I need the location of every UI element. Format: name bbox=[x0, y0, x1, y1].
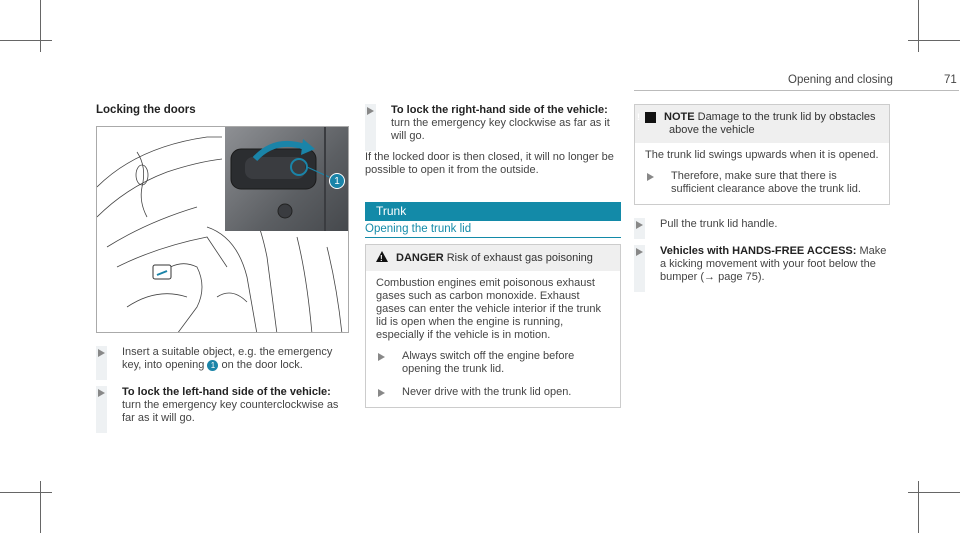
header-rule bbox=[634, 90, 959, 91]
bullet-arrow-icon bbox=[636, 248, 643, 256]
step-lock-right: To lock the right-hand side of the vehicle: turn the emergency key clockwise as far as it will go. bbox=[365, 104, 621, 143]
subsection-rule bbox=[365, 237, 621, 238]
notice-icon: ! bbox=[645, 112, 656, 123]
locked-door-paragraph: If the locked door is then closed, it will no longer be possible to open it from the outside. bbox=[365, 151, 614, 176]
crop-mark bbox=[40, 481, 41, 533]
running-header: Opening and closing bbox=[788, 74, 893, 86]
section-trunk: Trunk bbox=[365, 202, 621, 221]
page-reference-link[interactable]: → page 75 bbox=[704, 271, 758, 283]
note-body: The trunk lid swings upwards when it is opened. Therefore, make sure that there is sufficient clearance above the trunk lid. bbox=[635, 143, 889, 204]
heading-locking-doors: Locking the doors bbox=[96, 104, 196, 116]
left-steps bbox=[96, 346, 352, 435]
bullet-arrow-icon bbox=[378, 389, 385, 397]
page-number: 71 bbox=[944, 74, 957, 86]
step-insert-key: Insert a suitable object, e.g. the emergency key, into opening 1 on the door lock. bbox=[96, 346, 352, 372]
crop-mark bbox=[918, 0, 919, 52]
bullet-arrow-icon bbox=[647, 173, 654, 181]
subsection-opening-trunk: Opening the trunk lid bbox=[365, 223, 472, 235]
warning-triangle-icon bbox=[376, 251, 388, 262]
bullet-arrow-icon bbox=[98, 389, 105, 397]
bullet-arrow-icon bbox=[98, 349, 105, 357]
door-lock-figure bbox=[96, 126, 349, 333]
crop-mark bbox=[0, 40, 52, 41]
lock-closeup bbox=[225, 127, 349, 231]
bullet-arrow-icon bbox=[636, 221, 643, 229]
danger-header: !DANGER Risk of exhaust gas poisoning bbox=[366, 245, 620, 271]
middle-column bbox=[365, 104, 621, 177]
danger-step-switch-off: Always switch off the engine before opening the trunk lid. bbox=[376, 350, 610, 376]
note-header: ! NOTE Damage to the trunk lid by obstacles above the vehicle bbox=[635, 105, 889, 143]
crop-mark bbox=[908, 40, 960, 41]
right-steps bbox=[634, 218, 890, 294]
step-pull-handle: Pull the trunk lid handle. bbox=[634, 218, 890, 231]
note-step-clearance: Therefore, make sure that there is sufficient clearance above the trunk lid. bbox=[645, 170, 879, 196]
crop-mark bbox=[0, 492, 52, 493]
callout-1-icon: 1 bbox=[207, 360, 218, 371]
danger-box bbox=[365, 244, 621, 408]
figure-callout-1: 1 bbox=[329, 173, 345, 189]
note-box bbox=[634, 104, 890, 205]
crop-mark bbox=[908, 492, 960, 493]
step-lock-left: To lock the left-hand side of the vehicle: turn the emergency key counterclockwise as far as it will go. bbox=[96, 386, 352, 425]
crop-mark bbox=[40, 0, 41, 52]
bullet-arrow-icon bbox=[367, 107, 374, 115]
danger-step-never-drive: Never drive with the trunk lid open. bbox=[376, 386, 610, 399]
danger-body: Combustion engines emit poisonous exhaust gases such as carbon monoxide. Exhaust gases can enter the vehicle interior if the trunk lid is open when the engine is running, especially if the vehicle is in motion. Always switch off the engine before opening the trunk lid. Never drive with the trunk lid open. bbox=[366, 271, 620, 407]
step-hands-free: Vehicles with HANDS-FREE ACCESS: Make a kicking movement with your foot below the bumper (→ page 75). bbox=[634, 245, 890, 284]
bullet-arrow-icon bbox=[378, 353, 385, 361]
crop-mark bbox=[918, 481, 919, 533]
